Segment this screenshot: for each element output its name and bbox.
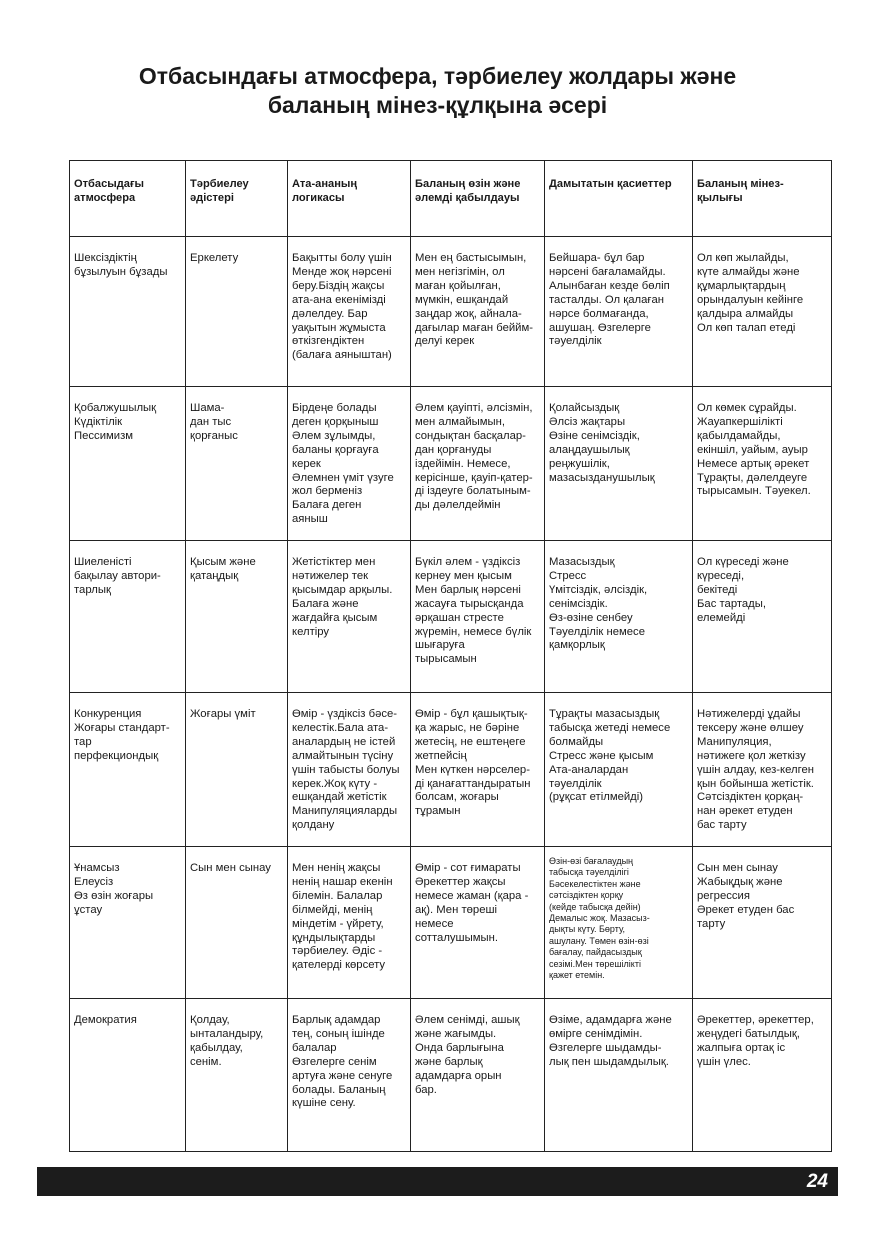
cell-text-line: маған қойылған, bbox=[415, 279, 501, 292]
cell-text-line: күреседі, bbox=[697, 569, 745, 582]
cell-text-line: жеңудегі батылдық, bbox=[697, 1027, 800, 1040]
cell-text-line: керек.Жоқ күту - bbox=[292, 777, 378, 790]
table-cell bbox=[693, 999, 832, 1152]
cell-text-line: Қолдау, bbox=[190, 1014, 230, 1026]
cell-text-line: Күдіктілік bbox=[74, 415, 123, 428]
table-cell bbox=[693, 693, 832, 847]
cell-text-line: перфекциондық bbox=[74, 749, 159, 762]
cell-text-line: жасауға тырысқанда bbox=[415, 597, 524, 610]
table-cell bbox=[411, 693, 545, 847]
cell-text-line: екіншіл, уайым, ауыр bbox=[697, 443, 808, 456]
header-text-line: Ата-ананың bbox=[292, 178, 358, 190]
cell-text-line: өмірге сенімдімін. bbox=[549, 1027, 643, 1040]
cell-text-line: алмайтынын түсіну bbox=[292, 749, 394, 762]
table-cell bbox=[70, 541, 186, 693]
cell-text-line: Әлем зұлымды, bbox=[292, 429, 376, 442]
page-number: 24 bbox=[806, 1171, 828, 1192]
upbringing-table bbox=[69, 160, 832, 1152]
cell-text-line: Демалыс жоқ. Мазасыз- bbox=[549, 913, 650, 924]
cell-text-line: Жабықдық және bbox=[697, 875, 783, 888]
cell-text-line: ді қанағаттандыратын bbox=[415, 777, 531, 790]
cell-text-line: білемін. Балалар bbox=[292, 889, 383, 902]
cell-text-line: аяныш bbox=[292, 513, 328, 526]
table-cell bbox=[186, 693, 288, 847]
cell-text-line: ненің нашар екенін bbox=[292, 875, 393, 888]
header-text-line: Баланың өзін және bbox=[415, 178, 521, 190]
cell-text-line: қолдану bbox=[292, 819, 335, 832]
table-cell bbox=[186, 541, 288, 693]
cell-text-line: жол берменіз bbox=[292, 485, 363, 498]
cell-text-line: Әлсіз жақтары bbox=[549, 415, 626, 428]
table-cell bbox=[186, 387, 288, 541]
cell-text-line: тасталды. Ол қалаған bbox=[549, 293, 665, 306]
cell-text-line: ұстау bbox=[74, 903, 103, 916]
cell-text-line: нәтижелер тек bbox=[292, 569, 369, 582]
cell-text-line: сотталушымын. bbox=[415, 931, 499, 944]
cell-text-line: сезімі.Мен төрешілікті bbox=[549, 958, 641, 969]
cell-text-line: үшін алдау, кез-келген bbox=[697, 763, 815, 776]
cell-text-line: реңжушілік, bbox=[549, 457, 610, 470]
cell-text-line: балалар bbox=[292, 1041, 337, 1054]
cell-text-line: қорғаныс bbox=[190, 429, 238, 442]
cell-text-line: келтіру bbox=[292, 625, 330, 638]
cell-text-line: дағылар маған беййм- bbox=[415, 321, 534, 334]
table-cell bbox=[186, 999, 288, 1152]
cell-text-line: шығаруға bbox=[415, 639, 465, 652]
table-cell bbox=[545, 387, 693, 541]
cell-text-line: Өмір - сот ғимараты bbox=[415, 862, 521, 874]
cell-text-line: Бәсекелестіктен және bbox=[549, 878, 641, 889]
cell-text-line: тұрамын bbox=[415, 805, 461, 818]
cell-text-line: Қобалжушылық bbox=[74, 402, 157, 414]
cell-text-line: қысымдар арқылы. bbox=[292, 583, 393, 596]
cell-text-line: (кейде табысқа дейін) bbox=[549, 901, 641, 912]
cell-text-line: Алынбаған кезде бөліп bbox=[549, 279, 670, 292]
cell-text-line: Балаға деген bbox=[292, 499, 362, 512]
cell-text-line: міндетім - үйрету, bbox=[292, 917, 384, 930]
table-cell bbox=[545, 847, 693, 999]
cell-text-line: (балаға аяныштан) bbox=[292, 349, 392, 362]
cell-text-line: сенім. bbox=[190, 1055, 222, 1068]
table-cell bbox=[411, 387, 545, 541]
cell-text-line: үшін үлес. bbox=[697, 1055, 751, 1068]
cell-text-line: ата-ана екенімізді bbox=[292, 293, 386, 306]
cell-text-line: Ол көп жылайды, bbox=[697, 252, 789, 264]
cell-text-line: Менде жоқ нәрсені bbox=[292, 265, 392, 278]
page-title-line-1: Отбасындағы атмосфера, тәрбиелеу жолдары және bbox=[138, 63, 737, 89]
header-text-line: логикасы bbox=[292, 191, 345, 204]
cell-text-line: жүремін, немесе бүлік bbox=[415, 625, 532, 638]
cell-text-line: керек bbox=[292, 457, 321, 470]
cell-text-line: мен негізгімін, ол bbox=[415, 265, 505, 278]
cell-text-line: Шексіздіктің bbox=[74, 252, 137, 264]
cell-text-line: Жоғары стандарт- bbox=[74, 721, 170, 734]
cell-text-line: Ол күреседі және bbox=[697, 556, 789, 568]
cell-text-line: заңдар жоқ, айнала- bbox=[415, 307, 522, 320]
cell-text-line: Қолайсыздық bbox=[549, 402, 620, 414]
cell-text-line: кернеу мен қысым bbox=[415, 569, 512, 582]
cell-text-line: құмарлықтардың bbox=[697, 279, 786, 292]
cell-text-line: білмейді, менің bbox=[292, 903, 373, 916]
cell-text-line: бақылау автори- bbox=[74, 569, 161, 582]
cell-text-line: тәрбиелеу. Әдіс - bbox=[292, 945, 383, 958]
cell-text-line: Манипуляцияларды bbox=[292, 805, 398, 818]
cell-text-line: тырысамын. Тәуекел. bbox=[697, 485, 811, 498]
table-cell bbox=[545, 237, 693, 387]
table-cell bbox=[693, 387, 832, 541]
cell-text-line: Қысым және bbox=[190, 556, 256, 568]
table-row bbox=[70, 387, 832, 541]
table-cell bbox=[70, 387, 186, 541]
cell-text-line: немесе bbox=[415, 917, 454, 930]
cell-text-line: Өзіне сенімсіздік, bbox=[549, 429, 640, 442]
cell-text-line: күте алмайды және bbox=[697, 265, 800, 278]
cell-text-line: Өзін-өзі бағалаудың bbox=[549, 856, 634, 866]
cell-text-line: Бірдеңе болады bbox=[292, 402, 377, 414]
cell-text-line: қажет етемін. bbox=[549, 970, 605, 981]
cell-text-line: Өзіме, адамдарға және bbox=[549, 1014, 672, 1026]
cell-text-line: Тұрақты, дәлелдеуге bbox=[697, 471, 808, 484]
cell-text-line: Жауапкершілікті bbox=[697, 415, 783, 428]
cell-text-line: Немесе артық әрекет bbox=[697, 457, 810, 470]
cell-text-line: Бүкіл әлем - үздіксіз bbox=[415, 556, 521, 568]
cell-text-line: бұзылуын бұзады bbox=[74, 265, 168, 278]
cell-text-line: баланы қорғауға bbox=[292, 443, 379, 456]
cell-text-line: қалдыра алмайды bbox=[697, 307, 794, 320]
cell-text-line: ешқандай жетістік bbox=[292, 791, 387, 804]
footer-bar bbox=[37, 1167, 838, 1196]
cell-text-line: деген қорқыныш bbox=[292, 415, 379, 428]
cell-text-line: Конкуренция bbox=[74, 708, 142, 720]
table-row bbox=[70, 541, 832, 693]
cell-text-line: Әлем сенімді, ашық bbox=[415, 1014, 520, 1026]
cell-text-line: Бейшара- бұл бар bbox=[549, 252, 645, 264]
cell-text-line: Стресс bbox=[549, 569, 587, 582]
table-cell bbox=[186, 237, 288, 387]
cell-text-line: нәрсені бағаламайды. bbox=[549, 265, 666, 278]
cell-text-line: қабылдау, bbox=[190, 1041, 243, 1054]
cell-text-line: нәрсе болмағанда, bbox=[549, 307, 649, 320]
cell-text-line: жетесің, не ештеңеге bbox=[415, 735, 526, 748]
cell-text-line: бағалау, пайдасыздық bbox=[549, 947, 642, 958]
header-developed-traits bbox=[545, 161, 693, 237]
cell-text-line: Өз-өзіне сенбеу bbox=[549, 611, 633, 624]
cell-text-line: Бақытты болу үшін bbox=[292, 252, 392, 264]
cell-text-line: нәтижеге қол жеткізу bbox=[697, 749, 806, 762]
header-methods bbox=[186, 161, 288, 237]
cell-text-line: іздейімін. Немесе, bbox=[415, 457, 511, 470]
cell-text-line: Мен барлық нәрсені bbox=[415, 583, 521, 596]
cell-text-line: бас тарту bbox=[697, 819, 747, 832]
cell-text-line: Ұнамсыз bbox=[74, 862, 120, 874]
cell-text-line: жағдайға қысым bbox=[292, 611, 378, 624]
cell-text-line: Демократия bbox=[74, 1014, 137, 1026]
page-title-line-2: баланың мінез-құлқына әсері bbox=[267, 92, 608, 118]
cell-text-line: қын бойынша жетістік. bbox=[697, 777, 814, 790]
cell-text-line: ашулану. Төмен өзін-өзі bbox=[549, 935, 649, 946]
cell-text-line: қателерді көрсету bbox=[292, 959, 386, 972]
cell-text-line: болсам, жоғары bbox=[415, 791, 499, 804]
cell-text-line: (рұқсат етілмейді) bbox=[549, 791, 644, 804]
cell-text-line: регрессия bbox=[697, 889, 750, 902]
cell-text-line: Өзгелерге сенім bbox=[292, 1055, 377, 1068]
header-text-line: әлемді қабылдауы bbox=[415, 191, 520, 204]
cell-text-line: Балаға және bbox=[292, 597, 359, 610]
cell-text-line: Әрекет етуден бас bbox=[697, 903, 795, 916]
cell-text-line: немесе жаман (қара - bbox=[415, 889, 529, 902]
table-cell bbox=[411, 237, 545, 387]
header-parent-logic bbox=[288, 161, 411, 237]
cell-text-line: әрқашан стресте bbox=[415, 611, 504, 624]
table-cell bbox=[288, 693, 411, 847]
header-text-line: атмосфера bbox=[74, 191, 136, 204]
cell-text-line: қабылдамайды, bbox=[697, 429, 781, 442]
cell-text-line: Әлем қауіпті, әлсізмін, bbox=[415, 402, 533, 414]
header-text-line: қылығы bbox=[697, 191, 743, 204]
cell-text-line: тексеру және өлшеу bbox=[697, 721, 804, 734]
table-cell bbox=[288, 387, 411, 541]
cell-text-line: Манипуляция, bbox=[697, 735, 772, 748]
cell-text-line: мүмкін, ешқандай bbox=[415, 293, 509, 306]
cell-text-line: табысқа тәуелділігі bbox=[549, 867, 629, 878]
cell-text-line: келестік.Бала ата- bbox=[292, 721, 389, 734]
cell-text-line: Шиеленісті bbox=[74, 556, 132, 568]
table-cell bbox=[70, 847, 186, 999]
cell-text-line: бар. bbox=[415, 1083, 437, 1096]
table-header-row bbox=[70, 161, 832, 237]
cell-text-line: Сын мен сынау bbox=[190, 862, 271, 874]
table-cell bbox=[693, 237, 832, 387]
cell-text-line: Барлық адамдар bbox=[292, 1014, 381, 1026]
cell-text-line: Мен ең бастысымын, bbox=[415, 252, 527, 264]
table-cell bbox=[411, 847, 545, 999]
cell-text-line: Мен ненің жақсы bbox=[292, 862, 381, 874]
cell-text-line: ашушаң. Өзгелерге bbox=[549, 321, 651, 334]
cell-text-line: мен алмайымын, bbox=[415, 415, 506, 428]
page-title bbox=[60, 62, 815, 120]
table-cell bbox=[411, 541, 545, 693]
cell-text-line: Ол көмек сұрайды. bbox=[697, 402, 797, 414]
cell-text-line: Стресс және қысым bbox=[549, 749, 654, 762]
table-cell bbox=[288, 847, 411, 999]
cell-text-line: Елеусіз bbox=[74, 875, 114, 888]
cell-text-line: Нәтижелерді ұдайы bbox=[697, 708, 801, 720]
header-text-line: Тәрбиелеу bbox=[190, 178, 249, 190]
cell-text-line: жалпыға ортақ іс bbox=[697, 1041, 786, 1054]
table-cell bbox=[186, 847, 288, 999]
table-cell bbox=[545, 999, 693, 1152]
cell-text-line: және жағымды. bbox=[415, 1027, 497, 1040]
cell-text-line: Еркелету bbox=[190, 252, 239, 264]
table-cell bbox=[288, 237, 411, 387]
cell-text-line: алаңдаушылық bbox=[549, 443, 630, 456]
cell-text-line: үшін табысты болуы bbox=[292, 763, 400, 776]
cell-text-line: қатаңдық bbox=[190, 569, 239, 582]
cell-text-line: Жетістіктер мен bbox=[292, 556, 376, 568]
cell-text-line: адамдарға орын bbox=[415, 1069, 502, 1082]
header-atmosphere bbox=[70, 161, 186, 237]
cell-text-line: Онда барлығына bbox=[415, 1041, 504, 1054]
header-text-line: әдістері bbox=[190, 191, 234, 204]
cell-text-line: керісінше, қауіп-қатер- bbox=[415, 471, 533, 484]
cell-text-line: табысқа жетеді немесе bbox=[549, 721, 671, 734]
table-cell bbox=[288, 999, 411, 1152]
cell-text-line: нан әрекет етуден bbox=[697, 805, 793, 818]
cell-text-line: тырысамын bbox=[415, 653, 477, 666]
header-text-line: Отбасыдағы bbox=[74, 178, 145, 190]
cell-text-line: Тұрақты мазасыздық bbox=[549, 708, 660, 720]
cell-text-line: Мазасыздық bbox=[549, 556, 615, 568]
cell-text-line: Жоғары үміт bbox=[190, 708, 256, 720]
cell-text-line: Пессимизм bbox=[74, 429, 134, 442]
cell-text-line: делуі керек bbox=[415, 335, 475, 348]
cell-text-line: Өмір - үздіксіз бәсе- bbox=[292, 708, 398, 720]
table-cell bbox=[545, 541, 693, 693]
cell-text-line: дықты күту. Бөрту, bbox=[549, 924, 626, 935]
table-row bbox=[70, 693, 832, 847]
cell-text-line: Ол көп талап етеді bbox=[697, 321, 796, 334]
cell-text-line: елемейді bbox=[697, 611, 746, 624]
cell-text-line: қа жарыс, не бәріне bbox=[415, 721, 520, 734]
cell-text-line: тарлық bbox=[74, 583, 111, 596]
cell-text-line: тең, соның ішінде bbox=[292, 1027, 385, 1040]
cell-text-line: ынталандыру, bbox=[190, 1027, 264, 1040]
table-cell bbox=[693, 541, 832, 693]
cell-text-line: Сәтсіздіктен қорқаң- bbox=[697, 791, 804, 804]
cell-text-line: Ата-аналардан bbox=[549, 763, 629, 776]
cell-text-line: тарту bbox=[697, 917, 726, 930]
table-cell bbox=[288, 541, 411, 693]
table-cell bbox=[411, 999, 545, 1152]
cell-text-line: аналардың не істей bbox=[292, 735, 396, 748]
cell-text-line: мазасызданушылық bbox=[549, 471, 655, 484]
cell-text-line: ақ). Мен төреші bbox=[415, 903, 498, 916]
table-cell bbox=[70, 999, 186, 1152]
cell-text-line: сондықтан басқалар- bbox=[415, 429, 526, 442]
cell-text-line: өткізгендіктен bbox=[292, 335, 365, 348]
table-cell bbox=[70, 693, 186, 847]
cell-text-line: Мен күткен нәрселер- bbox=[415, 763, 530, 776]
cell-text-line: дан тыс bbox=[190, 415, 232, 428]
cell-text-line: Үмітсіздік, әлсіздік, bbox=[549, 583, 648, 596]
cell-text-line: болады. Баланың bbox=[292, 1083, 386, 1096]
cell-text-line: Шама- bbox=[190, 402, 225, 414]
cell-text-line: орындалуын кейінге bbox=[697, 293, 804, 306]
cell-text-line: күшіне сену. bbox=[292, 1097, 356, 1110]
table-cell bbox=[693, 847, 832, 999]
header-text-line: Дамытатын қасиеттер bbox=[549, 178, 672, 190]
cell-text-line: ді іздеуге болатыным- bbox=[415, 485, 531, 498]
cell-text-line: Тәуелділік немесе bbox=[549, 625, 645, 638]
cell-text-line: қамқорлық bbox=[549, 639, 605, 652]
cell-text-line: сәтсіздіктен қорқу bbox=[549, 890, 624, 901]
cell-text-line: Әрекеттер, әрекеттер, bbox=[697, 1014, 814, 1026]
cell-text-line: дан қорғануды bbox=[415, 443, 492, 456]
table-cell bbox=[545, 693, 693, 847]
cell-text-line: уақытын жұмыста bbox=[292, 321, 386, 334]
header-child-behavior bbox=[693, 161, 832, 237]
cell-text-line: тәуелділік bbox=[549, 777, 602, 790]
cell-text-line: Өзгелерге шыдамды- bbox=[549, 1041, 662, 1054]
header-child-perception bbox=[411, 161, 545, 237]
table-row bbox=[70, 999, 832, 1152]
cell-text-line: тәуелділік bbox=[549, 335, 602, 348]
table-cell bbox=[70, 237, 186, 387]
cell-text-line: Бас тартады, bbox=[697, 597, 767, 610]
cell-text-line: Әлемнен үміт үзуге bbox=[292, 471, 394, 484]
cell-text-line: артуға және сенуге bbox=[292, 1069, 393, 1082]
cell-text-line: жетпейсің bbox=[415, 749, 467, 762]
cell-text-line: болмайды bbox=[549, 735, 604, 748]
cell-text-line: құндылықтарды bbox=[292, 931, 376, 944]
cell-text-line: тар bbox=[74, 735, 92, 748]
cell-text-line: дәлелдеу. Бар bbox=[292, 307, 368, 320]
cell-text-line: бекітеді bbox=[697, 583, 738, 596]
cell-text-line: лық пен шыдамдылық. bbox=[549, 1055, 669, 1068]
cell-text-line: ды дәлелдеймін bbox=[415, 499, 501, 512]
header-text-line: Баланың мінез- bbox=[697, 178, 784, 190]
cell-text-line: беру.Біздің жақсы bbox=[292, 279, 385, 292]
table-row bbox=[70, 237, 832, 387]
cell-text-line: сенімсіздік. bbox=[549, 597, 608, 610]
cell-text-line: Әрекеттер жақсы bbox=[415, 875, 506, 888]
cell-text-line: Өз өзін жоғары bbox=[74, 889, 154, 902]
cell-text-line: Өмір - бұл қашықтық- bbox=[415, 708, 528, 720]
cell-text-line: және барлық bbox=[415, 1055, 483, 1068]
cell-text-line: Сын мен сынау bbox=[697, 862, 778, 874]
table-row bbox=[70, 847, 832, 999]
